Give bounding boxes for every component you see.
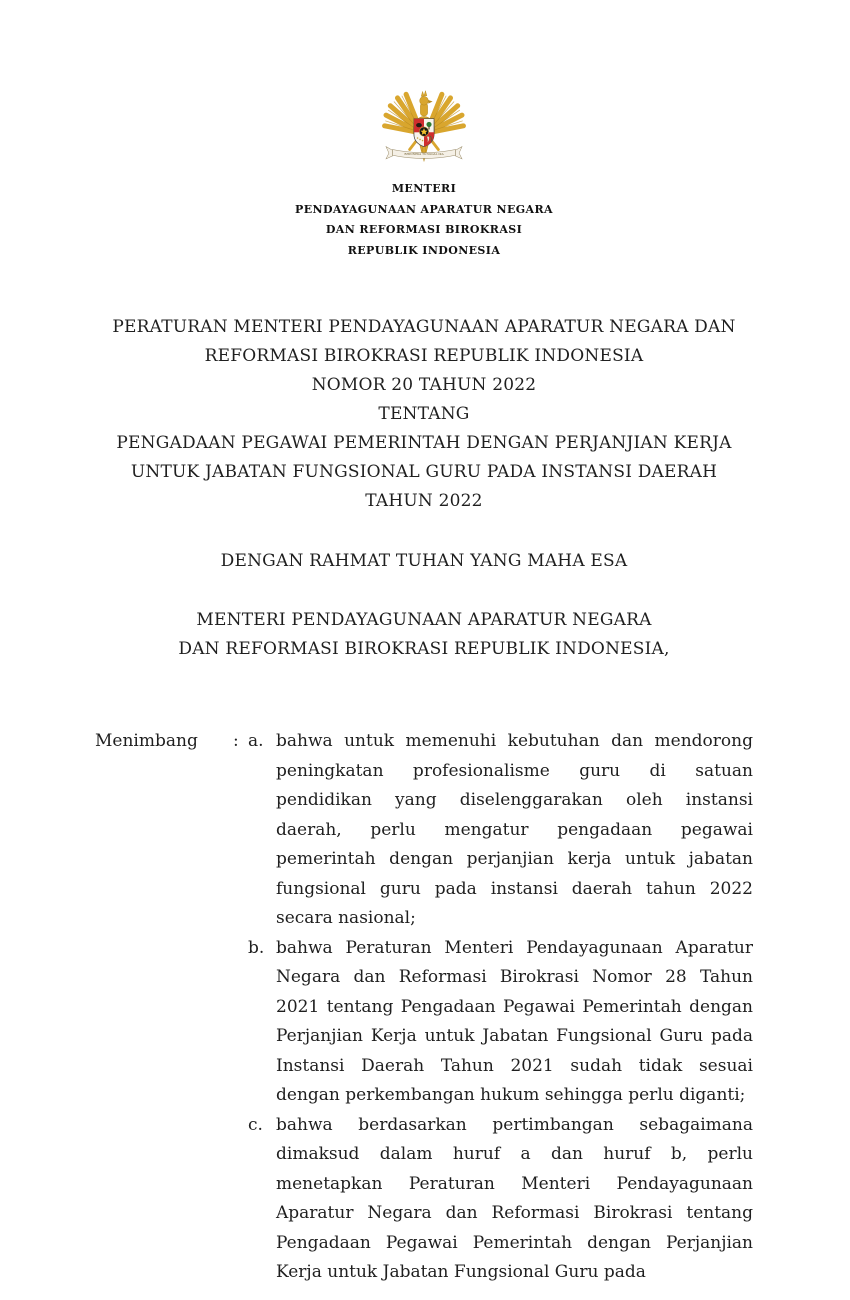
svg-text:BHINNEKA TUNGGAL IKA: BHINNEKA TUNGGAL IKA (404, 151, 444, 156)
invocation-line: DENGAN RAHMAT TUHAN YANG MAHA ESA (220, 551, 628, 571)
consideration-item-b (248, 934, 753, 1111)
letterhead-line-bureau: DAN REFORMASI BIROKRASI (325, 223, 523, 236)
consideration-text-c: bahwa berdasarkan pertimbangan sebagaimana dimaksud dalam huruf a dan huruf b, perlu menetapkan Peraturan Menteri Pendayagunaan Aparatur Negara dan Reformasi Birokrasi tentang Pengadaan Pegawai Pemerintah dengan Perjanjian Kerja untuk Jabatan Fungsional Guru pada (276, 1114, 753, 1282)
title-line-subject-2: UNTUK JABATAN FUNGSIONAL GURU PADA INSTANSI DAERAH TAHUN 2022 (130, 462, 718, 511)
title-line-2: REFORMASI BIROKRASI REPUBLIK INDONESIA (204, 346, 644, 366)
authority-line-1: MENTERI PENDAYAGUNAAN APARATUR NEGARA (196, 610, 652, 630)
consideration-text-b: bahwa Peraturan Menteri Pendayagunaan Aparatur Negara dan Reformasi Birokrasi Nomor 28 Tahun 2021 tentang Pengadaan Pegawai Pemerintah dengan Perjanjian Kerja untuk Jabatan Fungsional Guru pada Instansi Daerah Tahun 2021 sudah tidak sesuai dengan perkembangan hukum sehingga perlu diganti; (276, 937, 753, 1105)
letterhead-line-minister: MENTERI (391, 182, 457, 195)
authority-block (95, 606, 753, 664)
consideration-text-a: bahwa untuk memenuhi kebutuhan dan mendorong peningkatan profesionalisme guru di satuan pendidikan yang diselenggarakan oleh instansi daerah, perlu mengatur pengadaan pegawai pemerintah dengan perjanjian kerja untuk jabatan fungsional guru pada instansi daerah tahun 2022 secara nasional; (276, 731, 753, 928)
authority-line-2: DAN REFORMASI BIROKRASI REPUBLIK INDONESIA, (178, 639, 670, 659)
regulation-title (95, 313, 753, 516)
letterhead-line-republic: REPUBLIK INDONESIA (347, 243, 501, 257)
considerations-separator: : (233, 731, 239, 751)
garuda-pancasila-emblem (381, 83, 467, 173)
title-line-number: NOMOR 20 TAHUN 2022 (311, 375, 537, 395)
considerations-label: Menimbang (95, 731, 198, 751)
considerations-list (248, 727, 753, 1288)
consideration-item-a (248, 727, 753, 934)
consideration-item-c (248, 1111, 753, 1288)
consideration-marker-c: c. (248, 1114, 263, 1135)
considerations-section (95, 727, 753, 1288)
letterhead-line-ministry: PENDAYAGUNAAN APARATUR NEGARA (295, 202, 553, 216)
letterhead (95, 83, 753, 261)
consideration-marker-b: b. (248, 937, 265, 958)
consideration-marker-a: a. (248, 731, 264, 751)
title-line-1: PERATURAN MENTERI PENDAYAGUNAAN APARATUR NEGARA DAN (112, 317, 736, 337)
title-line-subject-1: PENGADAAN PEGAWAI PEMERINTAH DENGAN PERJANJIAN KERJA (116, 433, 732, 453)
title-line-tentang: TENTANG (378, 404, 470, 424)
